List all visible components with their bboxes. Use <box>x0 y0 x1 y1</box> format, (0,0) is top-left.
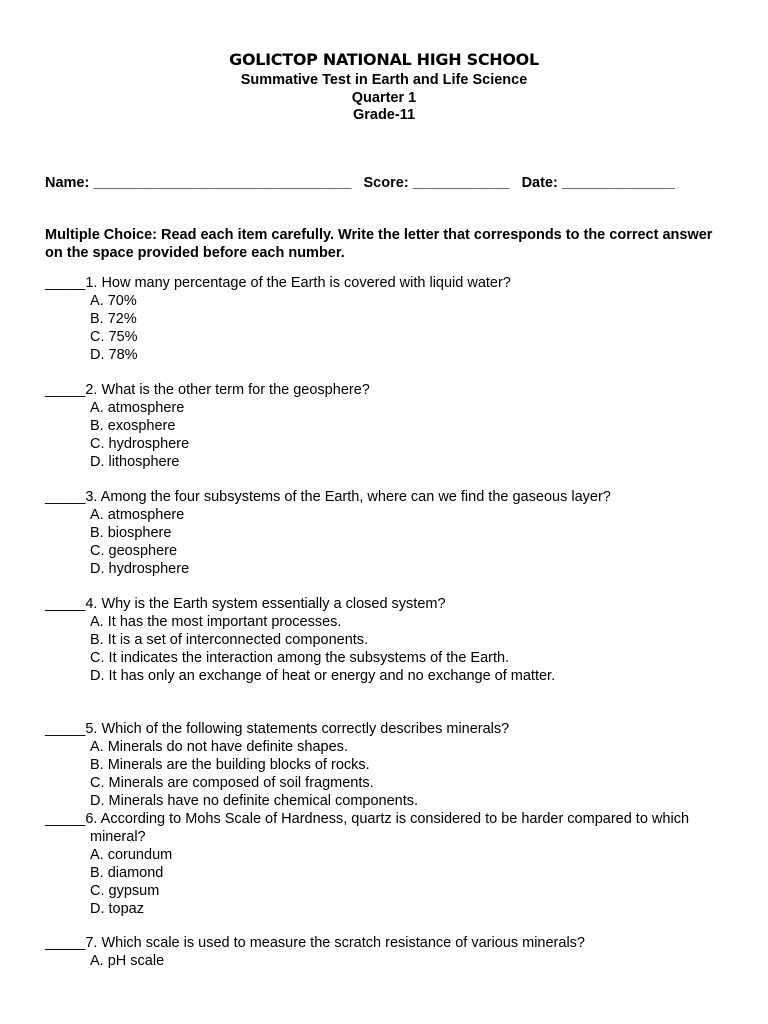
question-5-option-b: B. Minerals are the building blocks of rocks. <box>90 757 370 773</box>
question-3-option-b: B. biosphere <box>90 525 172 541</box>
question-4-option-d: D. It has only an exchange of heat or energy and no exchange of matter. <box>90 668 556 684</box>
question-1: _____1. How many percentage of the Earth is covered with liquid water? <box>45 275 511 291</box>
question-3-option-c: C. geosphere <box>90 543 178 559</box>
test-title: Summative Test in Earth and Life Science <box>240 72 528 88</box>
question-2: _____2. What is the other term for the geosphere? <box>45 382 370 398</box>
date-label: Date: <box>521 175 558 191</box>
question-3-option-a: A. atmosphere <box>90 507 185 523</box>
question-3: _____3. Among the four subsystems of the Earth, where can we find the gaseous layer? <box>45 489 611 505</box>
name-blank[interactable]: ________________________________ <box>93 175 352 191</box>
quarter-label: Quarter 1 <box>351 90 417 106</box>
instructions: Multiple Choice: Read each item carefully. Write the letter that corresponds to the correct answer on the space provided before each number. <box>45 227 713 261</box>
question-2-option-c: C. hydrosphere <box>90 436 190 452</box>
question-5-option-a: A. Minerals do not have definite shapes. <box>90 739 348 755</box>
grade-label: Grade-11 <box>352 107 416 123</box>
question-1-option-c: C. 75% <box>90 329 138 345</box>
question-4-option-a: A. It has the most important processes. <box>90 614 342 630</box>
question-3-option-d: D. hydrosphere <box>90 561 190 577</box>
question-4-option-c: C. It indicates the interaction among the subsystems of the Earth. <box>90 650 510 666</box>
question-4: _____4. Why is the Earth system essentially a closed system? <box>45 596 446 612</box>
question-5: _____5. Which of the following statements correctly describes minerals? <box>45 721 510 737</box>
date-blank[interactable]: ______________ <box>561 175 675 191</box>
score-label: Score: <box>363 175 409 191</box>
score-blank[interactable]: ____________ <box>412 175 510 191</box>
question-6-option-d: D. topaz <box>90 901 144 917</box>
question-7-option-a: A. pH scale <box>90 953 165 969</box>
question-6-continuation: mineral? <box>90 829 146 845</box>
name-label: Name: <box>45 175 90 191</box>
question-7: _____7. Which scale is used to measure the scratch resistance of various minerals? <box>45 935 585 951</box>
question-1-option-d: D. 78% <box>90 347 138 363</box>
question-5-option-d: D. Minerals have no definite chemical components. <box>90 793 419 809</box>
question-1-option-a: A. 70% <box>90 293 137 309</box>
question-6-option-a: A. corundum <box>90 847 173 863</box>
student-info-row <box>45 175 675 191</box>
school-name: GOLICTOP NATIONAL HIGH SCHOOL <box>229 50 539 69</box>
question-4-option-b: B. It is a set of interconnected components. <box>90 632 369 648</box>
question-5-option-c: C. Minerals are composed of soil fragments. <box>90 775 374 791</box>
question-2-option-a: A. atmosphere <box>90 400 185 416</box>
question-6-option-c: C. gypsum <box>90 883 160 899</box>
question-6-option-b: B. diamond <box>90 865 164 881</box>
question-1-option-b: B. 72% <box>90 311 137 327</box>
question-2-option-b: B. exosphere <box>90 418 176 434</box>
question-6: _____6. According to Mohs Scale of Hardness, quartz is considered to be harder compared to which <box>45 811 690 827</box>
question-2-option-d: D. lithosphere <box>90 454 180 470</box>
